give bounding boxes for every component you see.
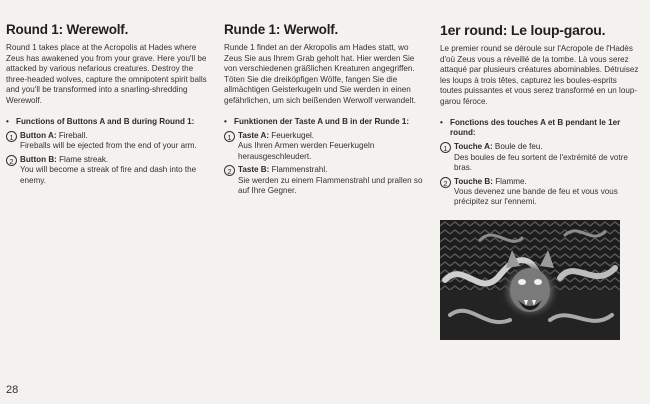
bullet-icon: • <box>440 117 443 127</box>
circled-number: 1 <box>6 131 17 142</box>
button-value: Flame streak. <box>59 154 109 164</box>
werewolf-illustration <box>440 220 620 340</box>
button-description: Des boules de feu sortent de l'extrémité de votre bras. <box>454 152 628 173</box>
functions-heading <box>440 118 640 139</box>
button-item <box>440 142 640 173</box>
circled-number: 2 <box>440 177 451 188</box>
french-column <box>440 22 640 208</box>
button-item <box>224 165 424 196</box>
functions-heading-text: Functions of Buttons A and B during Round 1: <box>16 116 195 126</box>
button-label: Button A: <box>20 130 57 140</box>
circled-number: 2 <box>224 165 235 176</box>
button-label: Taste B: <box>238 165 270 175</box>
button-description: Aus Ihren Armen werden Feuerkugeln herausgeschleudert. <box>238 141 375 161</box>
button-description: Fireballs will be ejected from the end of your arm. <box>20 141 197 151</box>
functions-heading <box>6 117 211 127</box>
functions-heading-text: Fonctions des touches A et B pendant le 1er round: <box>450 117 621 137</box>
button-item <box>440 177 640 208</box>
button-item <box>6 155 211 186</box>
button-value: Feuerkugel. <box>271 130 315 140</box>
intro-paragraph: Runde 1 findet an der Akropolis am Hades statt, wo Zeus Sie aus Ihrem Grab geholt hat. Hier werden Sie von verschiedenen gräßlichen Kreaturen angegriffen. Töten Sie die dreiköpfigen Wölfe, fangen Sie die allmächtigen Geisterkugeln und Sie werden in einen gefährlichen, um sich beißenden Werwolf verwandelt. <box>224 43 416 105</box>
button-value: Fireball. <box>58 130 88 140</box>
english-column <box>6 22 211 186</box>
functions-heading-text: Funktionen der Taste A und B in der Runde 1: <box>234 116 410 126</box>
button-value: Boule de feu. <box>494 142 543 152</box>
functions-heading <box>224 117 424 127</box>
circled-number: 1 <box>224 131 235 142</box>
intro-paragraph: Round 1 takes place at the Acropolis at Hades where Zeus has awakened you from your grave. Here you'll be attacked by various nefarious creatures. Destroy the three-headed wolves, capture the omnipotent spirit balls and you'll be transformed into a snarling-shredding Werewolf. <box>6 43 207 105</box>
button-label: Taste A: <box>238 130 270 140</box>
button-label: Touche A: <box>454 142 493 152</box>
button-item <box>6 131 211 152</box>
button-description: Vous devenez une bande de feu et vous vous précipitez sur l'ennemi. <box>454 187 618 207</box>
button-description: Sie werden zu einem Flammenstrahl und prallen so auf Ihre Gegner. <box>238 175 423 195</box>
button-label: Touche B: <box>454 176 493 186</box>
section-title: 1er round: Le loup-garou. <box>440 22 606 38</box>
section-title: Round 1: Werewolf. <box>6 22 129 37</box>
button-label: Button B: <box>20 154 57 164</box>
bullet-icon: • <box>6 116 9 126</box>
werewolf-head-icon <box>440 220 620 340</box>
circled-number: 1 <box>440 142 451 153</box>
page-number: 28 <box>6 384 19 396</box>
german-column <box>224 22 424 196</box>
button-value: Flammenstrahl. <box>271 165 328 175</box>
intro-paragraph: Le premier round se déroule sur l'Acropole de l'Hadès d'où Zeus vous a réveillé de la tombe. Là vous serez attaqué par plusieurs créatures abominables. Détruisez les loups à trois têtes, capturez les boules-esprits toutes puissantes et vous serez transformé en un loup-garou féroce. <box>440 44 639 106</box>
button-item <box>224 131 424 162</box>
bullet-icon: • <box>224 116 227 126</box>
circled-number: 2 <box>6 155 17 166</box>
button-description: You will become a streak of fire and dash into the enemy. <box>20 165 197 185</box>
button-value: Flamme. <box>495 176 527 186</box>
section-title: Runde 1: Werwolf. <box>224 22 339 37</box>
